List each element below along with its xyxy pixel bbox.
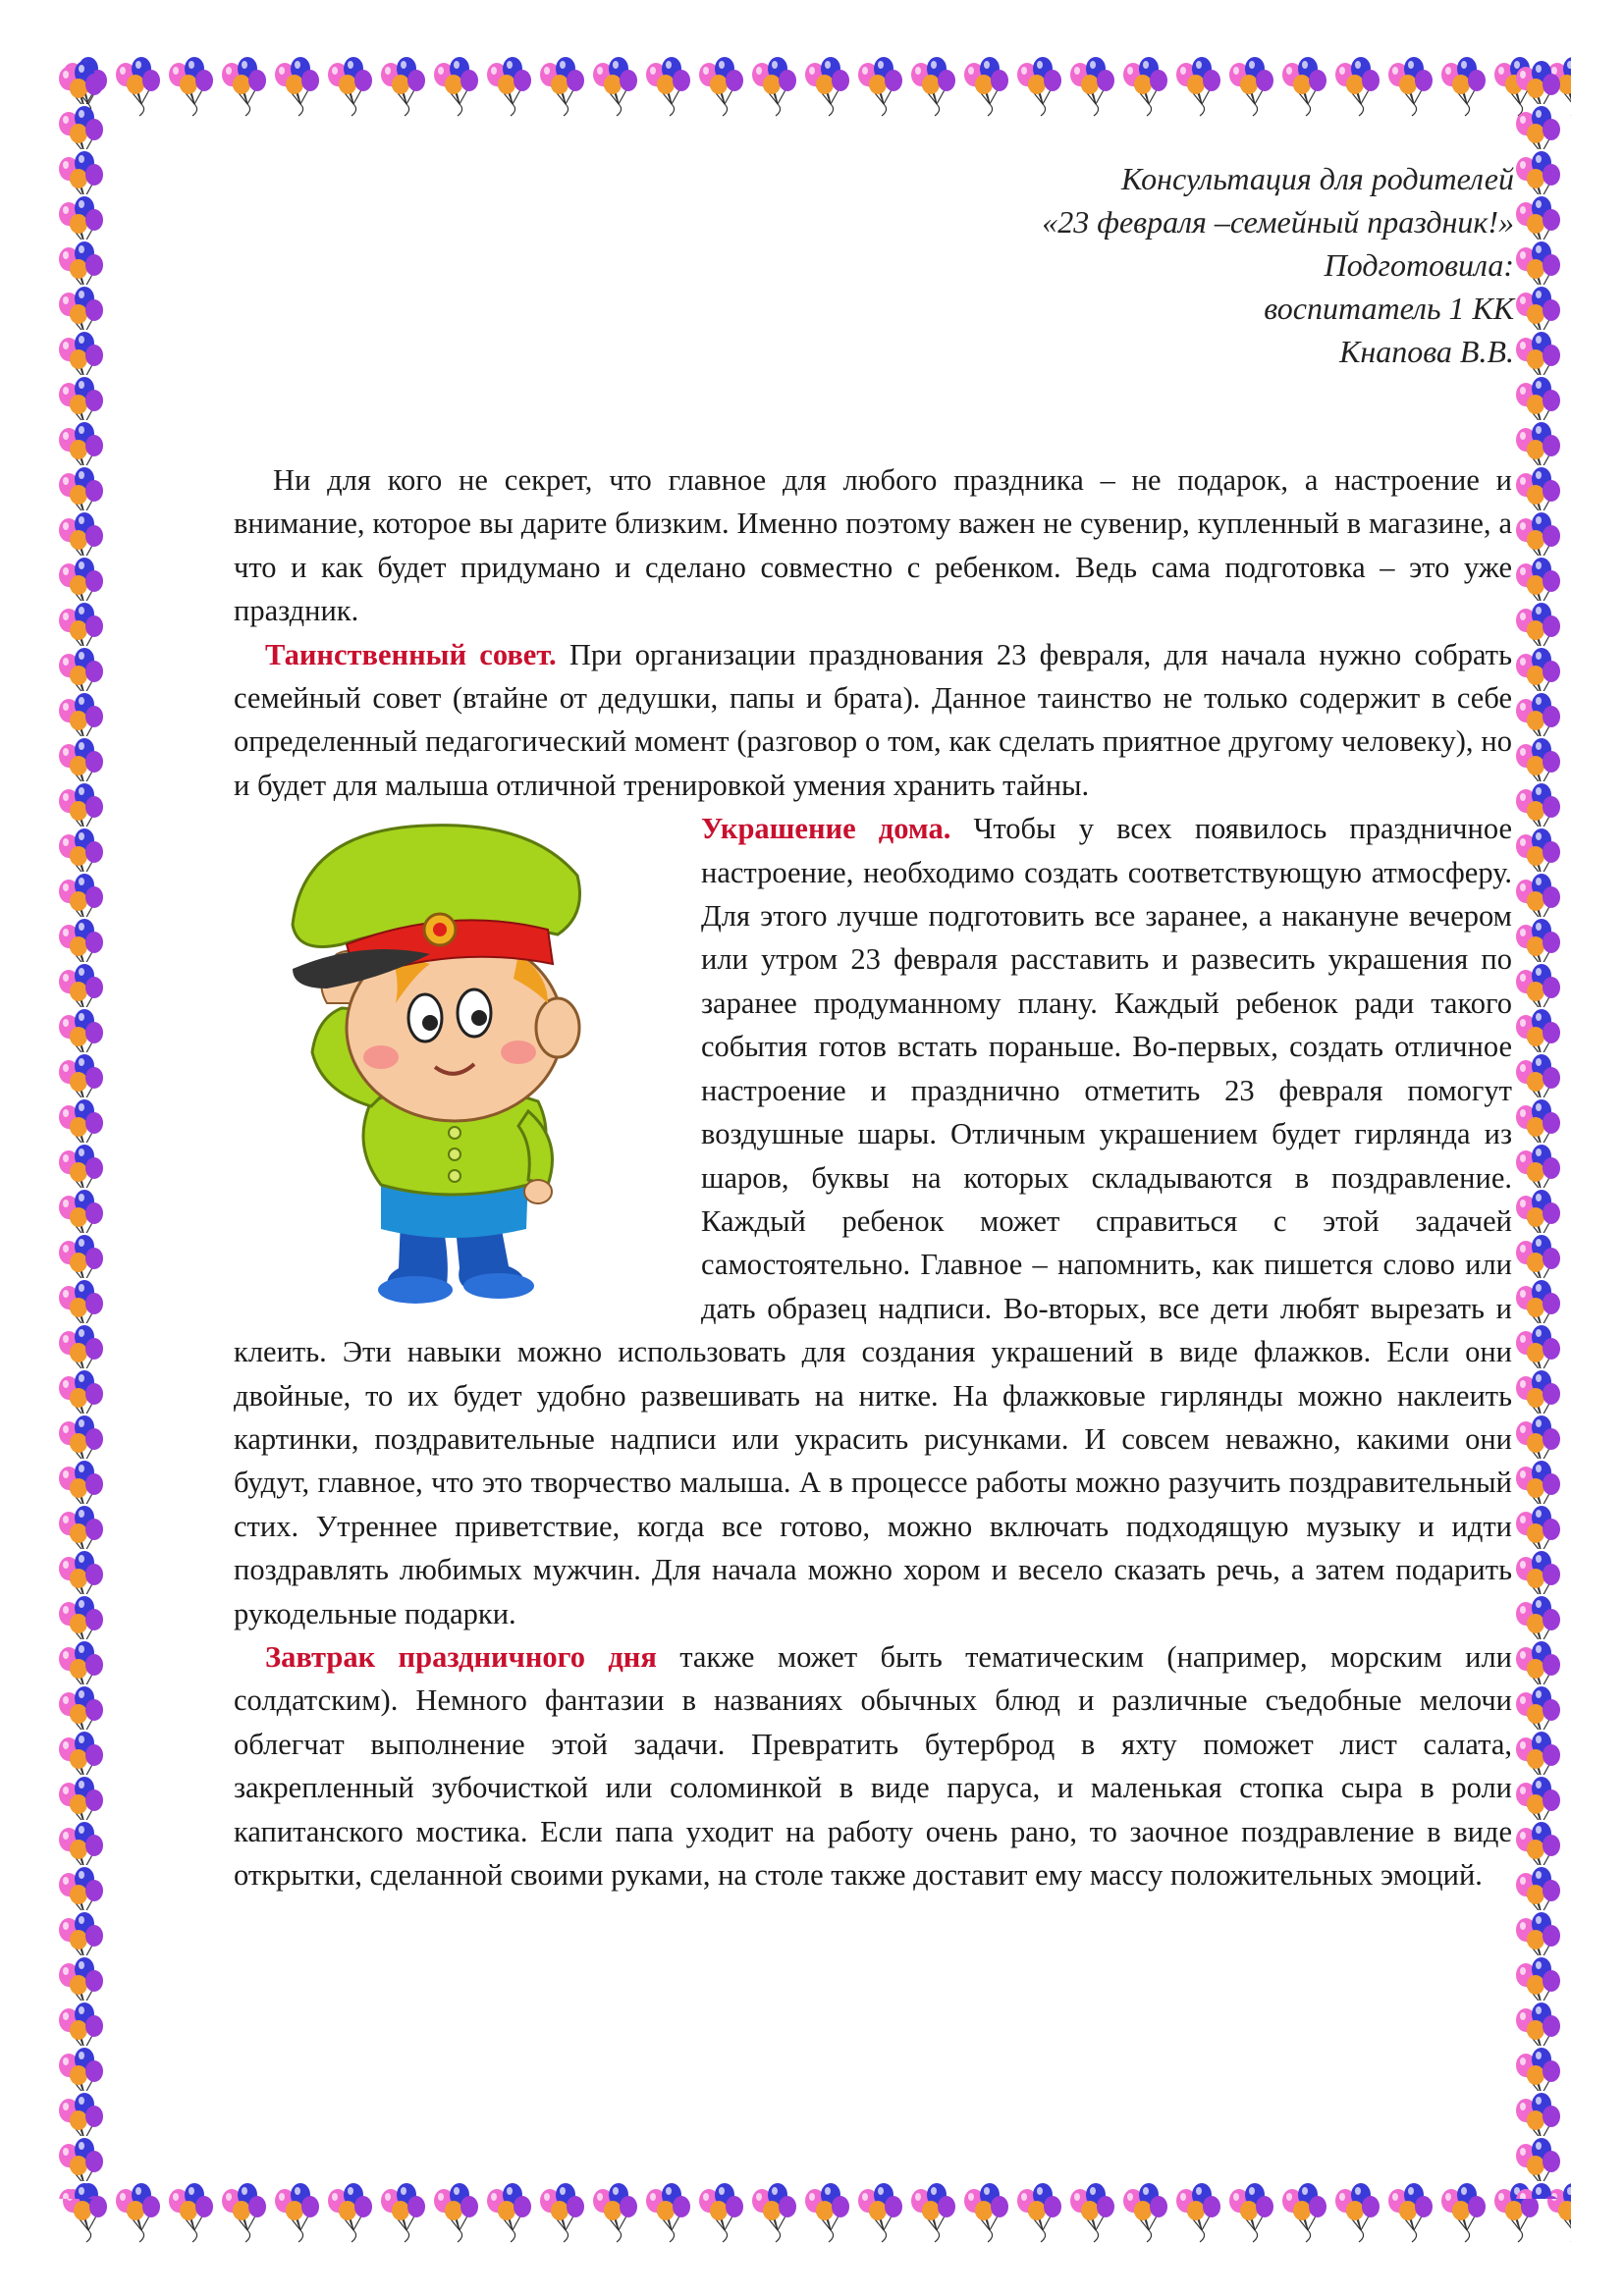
header-author: Кнапова В.В. — [1339, 334, 1514, 369]
header-block — [1042, 157, 1514, 373]
header-prepared-by: Подготовила: — [1324, 247, 1514, 283]
balloon-border-left — [55, 59, 110, 2199]
secret-text: При организации празднования 23 февраля, для начала нужно собрать семейный совет (втайне от дедушки, папы и брата). Данное таинство не только содержит в себе определенный педагогический момент (разговор о том, как сделать приятное другому человеку), но и будет для малыша отличной тренировкой умения хранить тайны. — [234, 637, 1512, 802]
breakfast-text: также может быть тематическим (например, морским или солдатским). Немного фантазии в названиях обычных блюд и различные съедобные мелочи облегчат выполнение этой задачи. Превратить бутерброд в яхту поможет лист салата, закрепленный зубочисткой или соломинкой в виде паруса, и маленькая стопка сыра в роли капитанского мостика. Если папа уходит на работу очень рано, то заочное поздравление в виде открытки, сделанной своими руками, на столе также доставит ему массу положительных эмоций. — [234, 1639, 1512, 1892]
secret-paragraph — [234, 633, 1512, 808]
article-body — [234, 458, 1512, 1896]
balloon-bunch-icon — [55, 59, 110, 2199]
soldier-boy-image — [234, 807, 695, 1308]
balloon-bunch-icon — [1512, 59, 1567, 2199]
header-position: воспитатель 1 КК — [1264, 291, 1514, 326]
balloon-border-top — [59, 55, 1571, 120]
balloon-bunch-icon — [59, 55, 1571, 120]
header-title: «23 февраля –семейный праздник!» — [1042, 204, 1514, 240]
header-consultation: Консультация для родителей — [1121, 161, 1514, 196]
balloon-bunch-icon — [59, 2181, 1571, 2246]
breakfast-paragraph — [234, 1635, 1512, 1896]
balloon-border-right — [1512, 59, 1567, 2199]
balloon-border-bottom — [59, 2181, 1571, 2246]
decor-text: Чтобы у всех появилось праздничное настроение, необходимо создать соответствующую атмосферу. Для этого лучше подготовить все заранее, а накануне вечером или утром 23 февраля расставить и развесить украшения по заранее продуманному плану. Каждый ребенок ради такого события готов встать пораньше. Во-первых, создать отличное настроение и празднично отметить 23 февраля помогут воздушные шары. Отличным украшением будет гирлянда из шаров, буквы на которых складываются в поздравление. Каждый ребенок может справиться с этой задачей самостоятельно. Главное – напомнить, как пишется слово или дать образец надписи. Во-вторых, все дети любят вырезать и клеить. Эти навыки можно использовать для создания украшений в виде флажков. Если они двойные, то их будет удобно развешивать на нитке. На флажковые гирлянды можно наклеить картинки, поздравительные надписи или украсить рисунками. И совсем неважно, какими они будут, главное, что это творчество малыша. А в процессе работы можно разучить поздравительный стих. Утреннее приветствие, когда все готово, можно включать подходящую музыку и идти поздравлять любимых мужчин. Для начала можно хором и весело сказать речь, а затем подарить рукодельные подарки. — [234, 812, 1512, 1630]
intro-paragraph: Ни для кого не секрет, что главное для любого праздника – не подарок, а настроение и внимание, которое вы дарите близким. Именно поэтому важен не сувенир, купленный в магазине, а что и как будет придумано и сделано совместно с ребенком. Ведь сама подготовка – это уже праздник. — [234, 463, 1512, 628]
breakfast-heading: Завтрак праздничного дня — [265, 1639, 657, 1674]
decor-heading: Украшение дома. — [701, 812, 951, 846]
soldier-illustration — [234, 807, 695, 1308]
secret-heading: Таинственный совет. — [265, 637, 557, 671]
